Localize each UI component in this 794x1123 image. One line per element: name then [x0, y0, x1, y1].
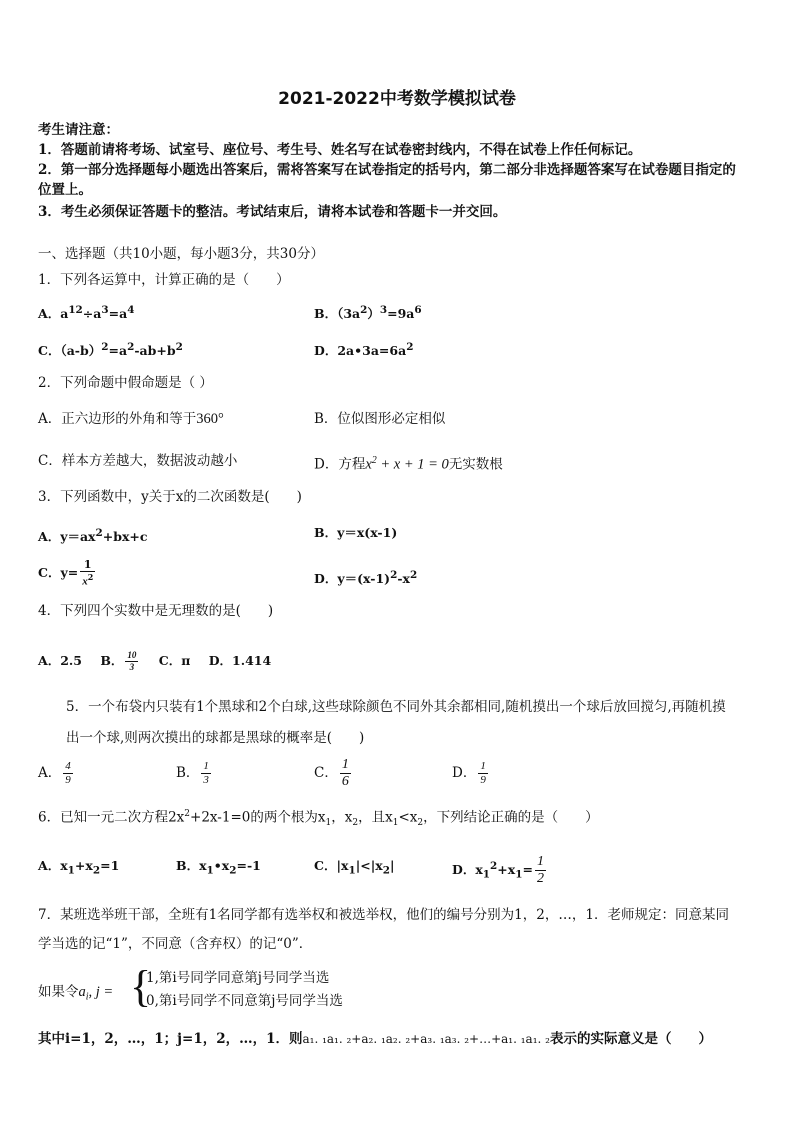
q1-option-a: A．$a^{12}\div a^3=a^4$	[38, 304, 135, 322]
q6-option-c: C．$|x_1|<|x_2|$	[314, 858, 395, 877]
q6-stem: 6．已知一元二次方程$2x^2+2x-1=0$的两个根为$x_1$，$x_2$，且$x_1<x_2$，下列结论正确的是（ ）	[38, 809, 599, 829]
q4-option-c: C．π	[158, 653, 191, 668]
q7-definition: 如果令$a_i$, j =	[38, 984, 114, 1003]
notice-line-2a: 2．第一部分选择题每小题选出答案后，需将答案写在试卷指定的括号内，第二部分非选择题答案写在试卷题目指定的	[38, 162, 736, 178]
q4-stem: 4．下列四个实数中是无理数的是( )	[38, 603, 274, 619]
q4-options	[38, 646, 271, 676]
q5-option-d: D． $\frac{1}{9}$	[452, 760, 486, 786]
q6-option-b: B．$x_1•x_2=-1$	[176, 858, 261, 877]
notice-line-1: 1．答题前请将考场、试室号、座位号、考生号、姓名写在试卷密封线内，不得在试卷上作任何标记。	[38, 142, 642, 158]
q2-stem: 2．下列命题中假命题是（ ）	[38, 375, 213, 391]
q2-option-c: C．样本方差越大，数据波动越小	[38, 453, 238, 469]
q7-last-line: 其中i=1，2，…，1；j=1，2，…，1．则a₁. ₁a₁. ₂+a₂. ₁a₂. ₂+a₃. ₁a₃. ₂+…+a₁. ₁a₁. ₂表示的实际意义是（ ）	[38, 1031, 712, 1047]
q4-option-d: D．1.414	[208, 653, 272, 668]
q4-option-b: B． $\frac{10}{3}$	[100, 650, 137, 672]
q7-brace: {	[130, 962, 152, 1011]
q3-option-d: D．$y=(x-1)^2-x^2$	[314, 569, 418, 587]
q1-option-d: D．$2a•3a=6a^2$	[314, 341, 414, 359]
q3-option-c: C．y= $\frac{1}{x^2}$	[38, 558, 94, 588]
notice-line-2b: 位置上。	[38, 182, 92, 198]
q3-stem: 3．下列函数中，y关于x的二次函数是( )	[38, 489, 302, 505]
q5-option-b: B． $\frac{1}{3}$	[176, 760, 209, 786]
q3-option-c-fraction: $\frac{1}{x^2}$	[82, 558, 94, 588]
q2-option-d: D．方程$x^2 + x + 1 = 0$无实数根	[314, 455, 503, 473]
q7-line-1: 7．某班选举班干部，全班有1名同学都有选举权和被选举权，他们的编号分别为1，2，…，1．老师规定：同意某同	[38, 907, 729, 923]
q2-option-a: A．正六边形的外角和等于360°	[38, 411, 224, 427]
q6-option-a: A．$x_1+x_2=1$	[38, 858, 120, 877]
notice-line-3: 3．考生必须保证答题卡的整洁。考试结束后，请将本试卷和答题卡一并交回。	[38, 204, 507, 220]
page-title: 2021-2022中考数学模拟试卷	[278, 89, 516, 109]
q5-option-a: A． $\frac{4}{9}$	[38, 760, 71, 786]
q1-option-c: C．$(a-b)^2=a^2-ab+b^2$	[38, 341, 183, 359]
q1-stem: 1．下列各运算中，计算正确的是（ ）	[38, 272, 290, 288]
q1-option-b: B．$(3a^2)^3=9a^6$	[314, 304, 422, 322]
q5-line-1: 5．一个布袋内只装有1个黑球和2个白球,这些球除颜色不同外其余都相同,随机摸出一个球后放回搅匀,再随机摸	[66, 699, 726, 715]
q2-option-b: B．位似图形必定相似	[314, 411, 446, 427]
q7-line-2: 学当选的记“1”，不同意（含弃权）的记“0”．	[38, 936, 313, 952]
q6-option-d: D．$x_1^2+x_1=$ $\frac{1}{2}$	[452, 854, 544, 887]
q7-case-1: 1,第i号同学同意第j号同学当选	[146, 970, 330, 986]
q3-option-a: A．$y=ax^2+bx+c$	[38, 527, 148, 545]
notice-heading: 考生请注意：	[38, 122, 119, 138]
q3-option-b: B．y＝x(x-1)	[314, 525, 398, 540]
q7-case-2: 0,第i号同学不同意第j号同学当选	[146, 993, 343, 1009]
q4-option-a: A．2.5	[38, 653, 82, 668]
q5-line-2: 出一个球,则两次摸出的球都是黑球的概率是( )	[66, 730, 365, 746]
section-heading: 一、选择题（共10小题，每小题3分，共30分）	[38, 246, 324, 262]
q5-option-c: C． $\frac{1}{6}$	[314, 757, 349, 789]
